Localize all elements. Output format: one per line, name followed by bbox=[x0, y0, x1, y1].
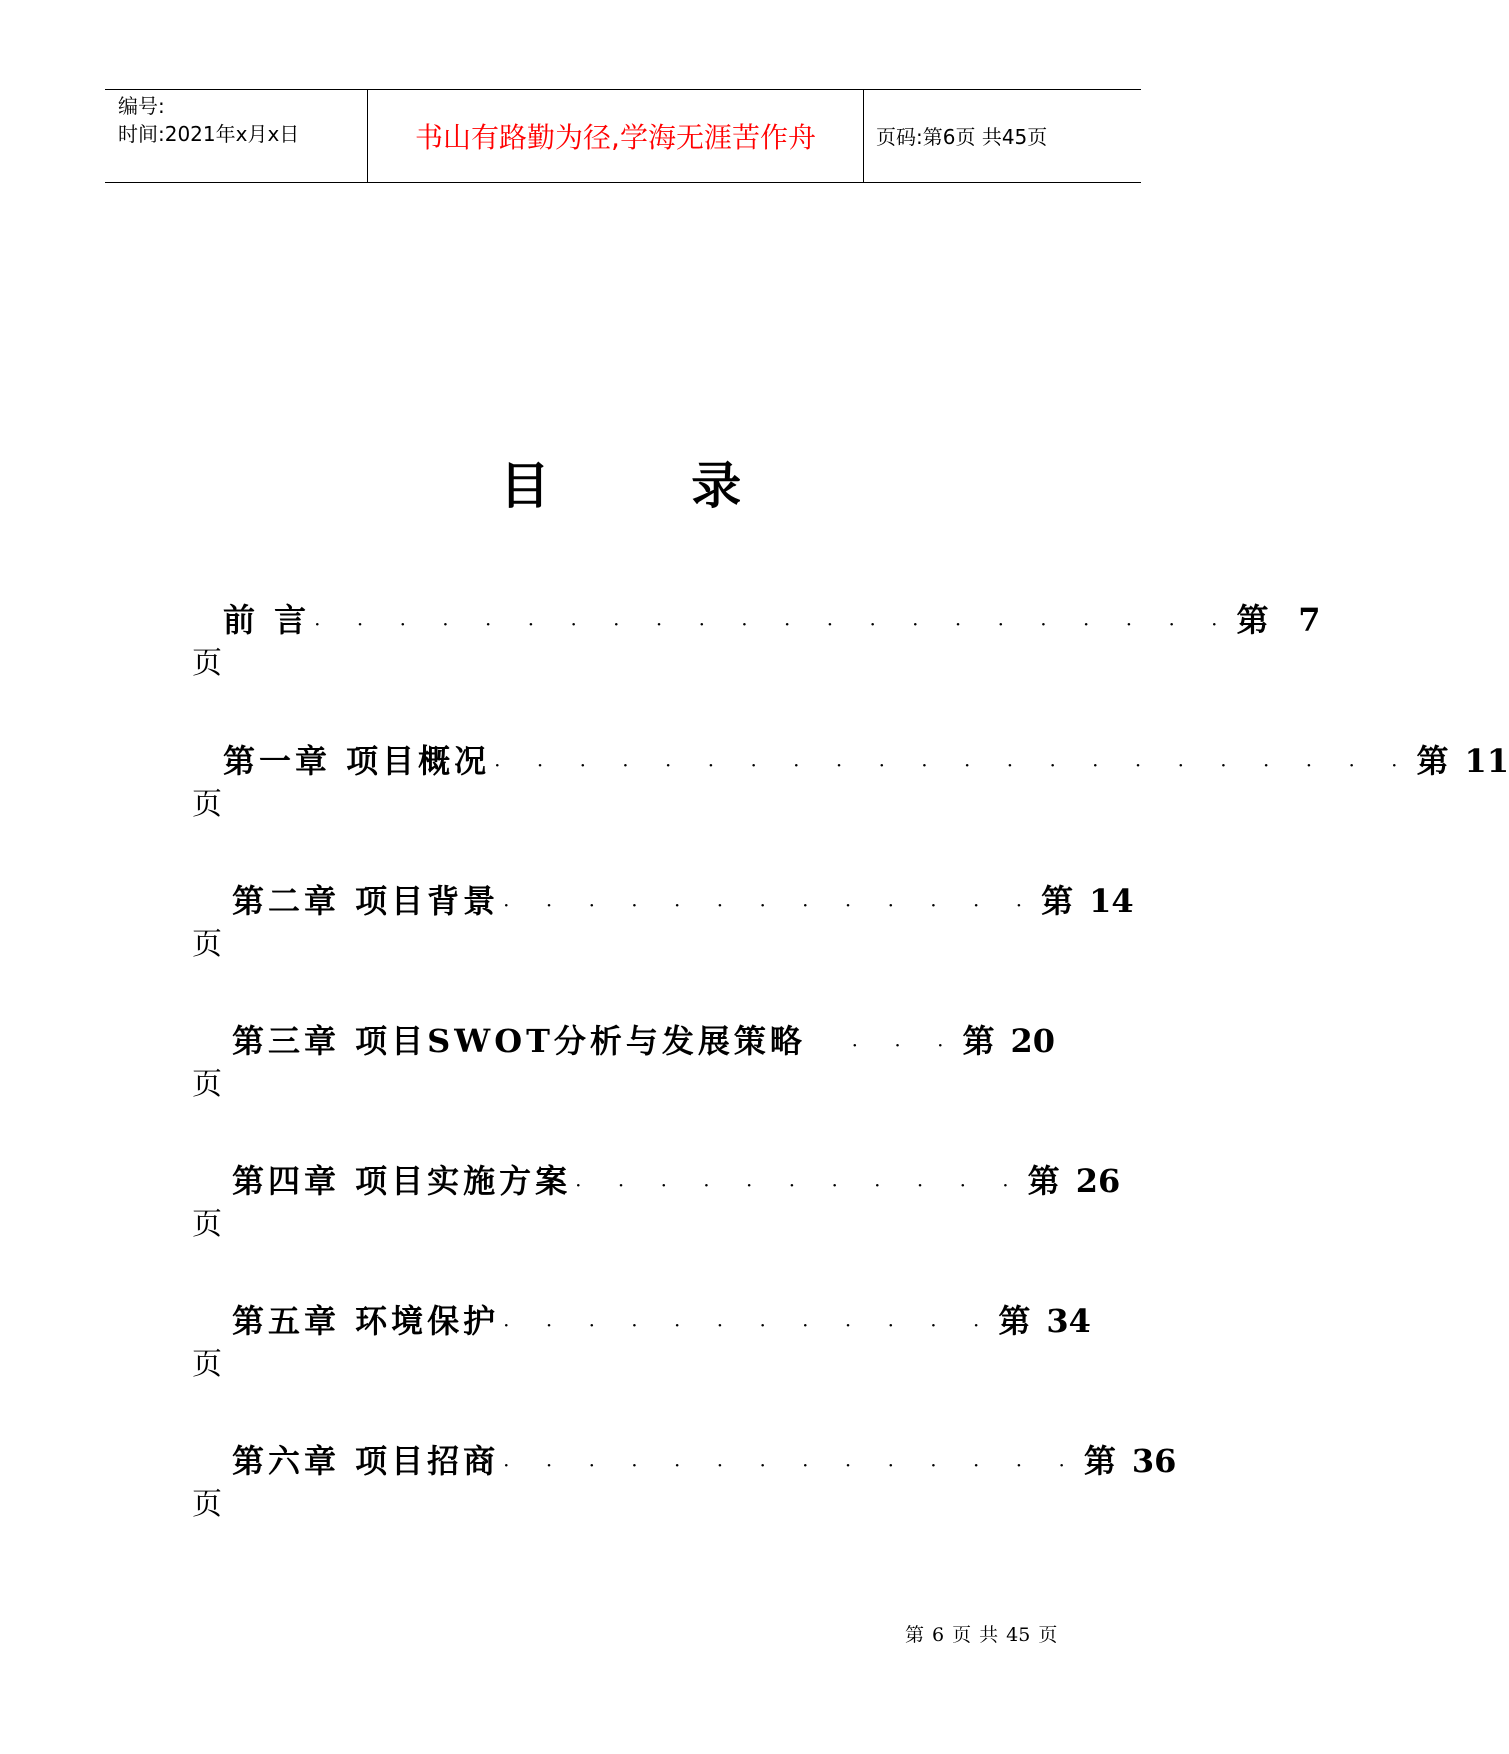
toc-line bbox=[232, 1439, 1177, 1483]
toc-leader-dots: · · · · · · · · · · · · · · · · · · · · · · bbox=[314, 612, 1233, 636]
header-info-cell bbox=[105, 90, 368, 182]
toc-entry-label: 第一章 项目概况 bbox=[223, 742, 491, 780]
toc-leader-dots: · · · · · · · · · · · bbox=[575, 1173, 1024, 1197]
toc-entry-chapter-4[interactable] bbox=[0, 1159, 1241, 1269]
toc-entry-label: 第四章 项目实施方案 bbox=[232, 1162, 572, 1200]
header-motto: 书山有路勤为径,学海无涯苦作舟 bbox=[415, 121, 816, 154]
footer-ye: 页 bbox=[952, 1624, 972, 1646]
toc-entry-chapter-2[interactable] bbox=[0, 879, 1241, 989]
toc-page-number: 11 bbox=[1464, 742, 1509, 780]
toc-page-suffix: 页 bbox=[192, 787, 222, 822]
toc-entry-chapter-3[interactable] bbox=[0, 1019, 1241, 1129]
toc-line bbox=[223, 739, 1509, 783]
toc-page-prefix: 第 bbox=[1416, 742, 1449, 780]
serial-label: 编号: bbox=[118, 94, 165, 118]
toc-page-number: 36 bbox=[1131, 1442, 1177, 1480]
date-line: 时间:2021年x月x日 bbox=[118, 122, 300, 146]
toc-page-prefix: 第 bbox=[1041, 882, 1074, 920]
footer-gong: 共 bbox=[979, 1624, 999, 1646]
footer-ye2: 页 bbox=[1038, 1624, 1058, 1646]
toc-entry-label: 第五章 环境保护 bbox=[232, 1302, 500, 1340]
toc-entry-label: 第三章 项目SWOT分析与发展策略 bbox=[232, 1022, 806, 1060]
toc-page-suffix: 页 bbox=[192, 1487, 222, 1522]
footer-page-number: 6 bbox=[932, 1624, 945, 1646]
toc-page-suffix: 页 bbox=[192, 1067, 222, 1102]
toc-page-suffix: 页 bbox=[192, 646, 222, 681]
toc-page-prefix: 第 bbox=[1236, 601, 1269, 639]
toc-page-suffix: 页 bbox=[192, 927, 222, 962]
toc-page-suffix: 页 bbox=[192, 1347, 222, 1382]
toc-page-prefix: 第 bbox=[1027, 1162, 1060, 1200]
header-page-code: 页码:第6页 共45页 bbox=[876, 125, 1048, 149]
toc-line bbox=[232, 879, 1134, 923]
toc-page-prefix: 第 bbox=[1083, 1442, 1116, 1480]
toc-leader-dots: · · · bbox=[851, 1033, 959, 1057]
toc-entry-chapter-6[interactable] bbox=[0, 1439, 1241, 1549]
toc-line bbox=[223, 598, 1321, 642]
toc-line bbox=[232, 1159, 1121, 1203]
toc-entry-chapter-5[interactable] bbox=[0, 1299, 1241, 1409]
footer-total-pages: 45 bbox=[1006, 1624, 1031, 1646]
toc-page-prefix: 第 bbox=[962, 1022, 995, 1060]
toc-leader-dots: · · · · · · · · · · · · · bbox=[503, 893, 1038, 917]
toc-page-number: 34 bbox=[1046, 1302, 1091, 1340]
toc-leader-dots: · · · · · · · · · · · · bbox=[503, 1313, 995, 1337]
toc-entry-label: 第二章 项目背景 bbox=[232, 882, 500, 920]
header-page-cell bbox=[864, 90, 1141, 182]
toc-page-number: 26 bbox=[1075, 1162, 1121, 1200]
toc-entry-label: 第六章 项目招商 bbox=[232, 1442, 500, 1480]
page-footer bbox=[905, 1623, 1065, 1647]
toc-page-number: 20 bbox=[1010, 1022, 1055, 1060]
toc-page-suffix: 页 bbox=[192, 1207, 222, 1242]
toc-page-number: 7 bbox=[1298, 601, 1321, 639]
toc-title: 目 录 bbox=[499, 457, 804, 515]
toc-entry-preface[interactable] bbox=[0, 598, 1321, 708]
toc-leader-dots: · · · · · · · · · · · · · · · · · · · · · · bbox=[494, 753, 1413, 777]
footer-di: 第 bbox=[905, 1624, 925, 1646]
toc-leader-dots: · · · · · · · · · · · · · · bbox=[503, 1453, 1080, 1477]
toc-entry-chapter-1[interactable] bbox=[0, 739, 1509, 849]
toc-line bbox=[232, 1299, 1091, 1343]
toc-page-prefix: 第 bbox=[998, 1302, 1031, 1340]
page-header bbox=[105, 89, 1141, 183]
header-motto-cell bbox=[368, 90, 864, 182]
toc-entry-label: 前 言 bbox=[223, 601, 311, 639]
toc-line bbox=[232, 1019, 1055, 1063]
toc-page-number: 14 bbox=[1089, 882, 1134, 920]
